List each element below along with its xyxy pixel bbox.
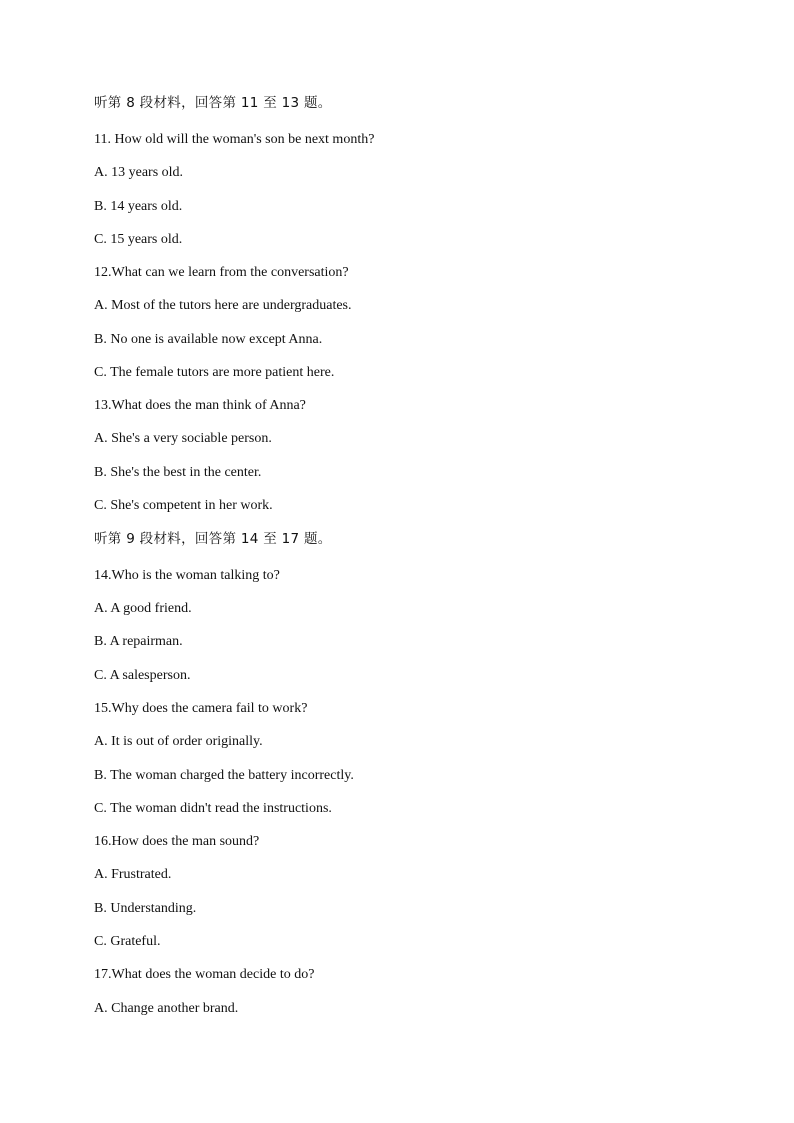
question-15: 15.Why does the camera fail to work? [94,701,308,716]
option-c: C. She's competent in her work. [94,498,273,513]
option-a: A. Most of the tutors here are undergraduates. [94,298,352,313]
option-b: B. The woman charged the battery incorrectly. [94,768,354,783]
question-12: 12.What can we learn from the conversation? [94,265,349,280]
option-a: A. She's a very sociable person. [94,431,272,446]
question-11: 11. How old will the woman's son be next month? [94,132,375,147]
option-a: A. Change another brand. [94,1001,239,1016]
option-b: B. Understanding. [94,901,197,916]
option-c: C. Grateful. [94,934,161,949]
option-a: A. Frustrated. [94,867,172,882]
option-c: C. The female tutors are more patient here. [94,365,335,380]
option-a: A. A good friend. [94,601,192,616]
question-17: 17.What does the woman decide to do? [94,967,315,982]
option-c: C. The woman didn't read the instructions. [94,801,332,816]
question-14: 14.Who is the woman talking to? [94,568,280,583]
option-c: C. 15 years old. [94,232,183,247]
option-b: B. 14 years old. [94,199,183,214]
option-b: B. She's the best in the center. [94,465,262,480]
option-c: C. A salesperson. [94,668,191,683]
option-b: B. No one is available now except Anna. [94,332,323,347]
question-13: 13.What does the man think of Anna? [94,398,306,413]
question-16: 16.How does the man sound? [94,834,260,849]
option-a: A. It is out of order originally. [94,734,263,749]
option-a: A. 13 years old. [94,165,184,180]
option-b: B. A repairman. [94,634,183,649]
section-heading: 听第 8 段材料，回答第 11 至 13 题。 [94,95,332,111]
section-heading: 听第 9 段材料，回答第 14 至 17 题。 [94,531,332,547]
